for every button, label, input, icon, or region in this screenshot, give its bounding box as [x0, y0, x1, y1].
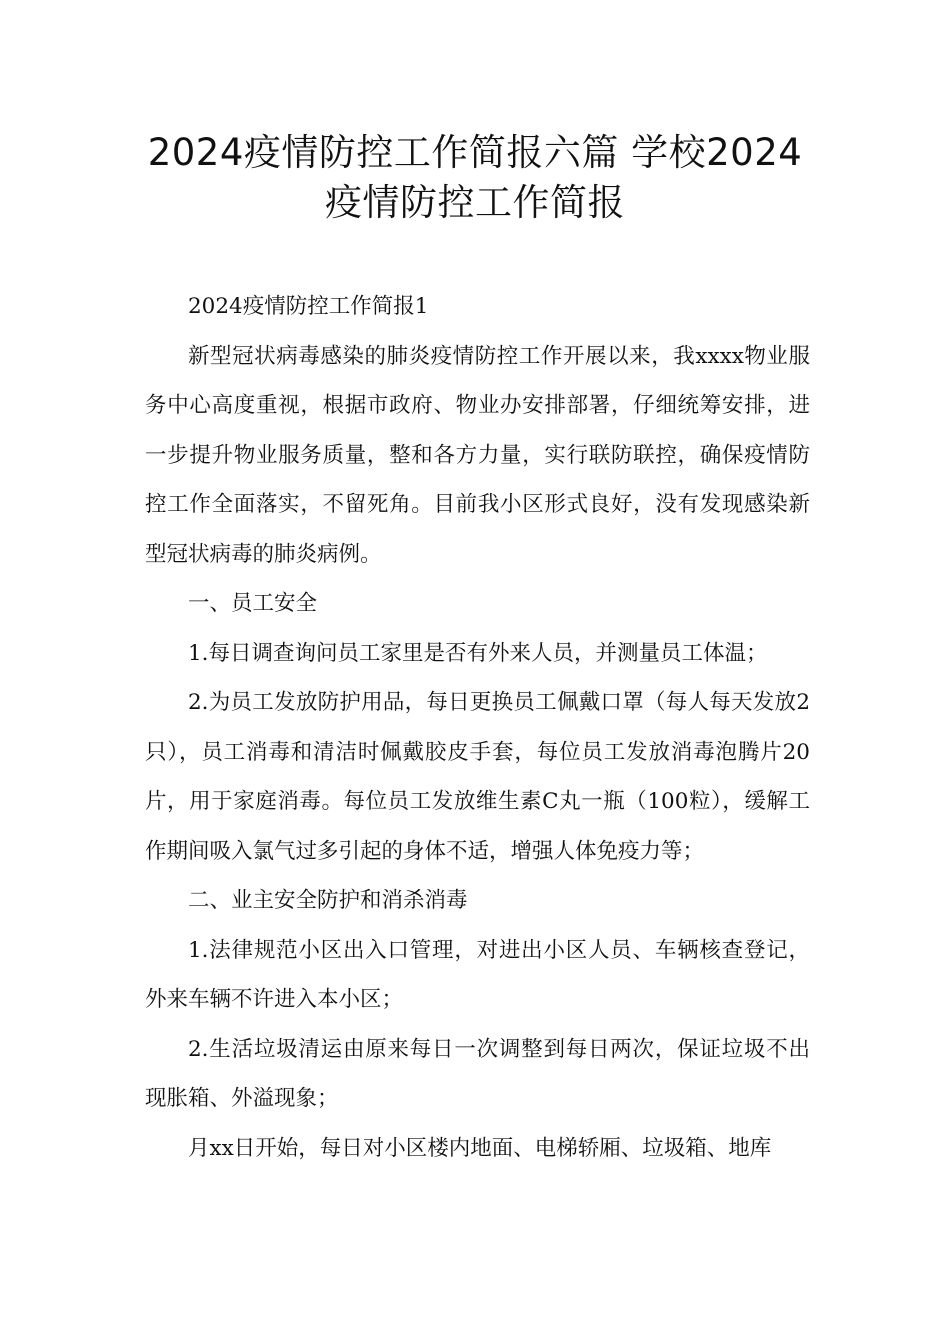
document-body [145, 282, 810, 1173]
list-item: 月xx日开始，每日对小区楼内地面、电梯轿厢、垃圾箱、地库 [188, 1135, 772, 1161]
list-item: 1.每日调查询问员工家里是否有外来人员，并测量员工体温； [188, 640, 768, 666]
section-heading-staff-safety: 一、员工安全 [188, 591, 318, 616]
section-heading-bulletin-1: 2024疫情防控工作简报1 [188, 294, 429, 319]
section-heading-owner-safety: 二、业主安全防护和消杀消毒 [188, 888, 468, 913]
document-title [100, 128, 850, 228]
title-line-2: 疫情防控工作简报 [325, 181, 625, 224]
intro-paragraph: 新型冠状病毒感染的肺炎疫情防控工作开展以来，我xxxx物业服务中心高度重视，根据市政府、物业办安排部署，仔细统筹安排，进一步提升物业服务质量，整和各方力量，实行联防联控，确保疫情防控工作全面落实，不留死角。目前我小区形式良好，没有发现感染新型冠状病毒的肺炎病例。 [145, 343, 810, 567]
list-item: 2.为员工发放防护用品，每日更换员工佩戴口罩（每人每天发放2只），员工消毒和清洁时佩戴胶皮手套，每位员工发放消毒泡腾片20片，用于家庭消毒。每位员工发放维生素C丸一瓶（100粒），缓解工作期间吸入氯气过多引起的身体不适，增强人体免疫力等； [145, 690, 810, 864]
title-line-1: 2024疫情防控工作简报六篇 学校2024 [147, 131, 803, 174]
list-item: 2.生活垃圾清运由原来每日一次调整到每日两次，保证垃圾不出现胀箱、外溢现象； [145, 1036, 810, 1111]
list-item: 1.法律规范小区出入口管理，对进出小区人员、车辆核查登记，外来车辆不许进入本小区； [145, 937, 810, 1012]
